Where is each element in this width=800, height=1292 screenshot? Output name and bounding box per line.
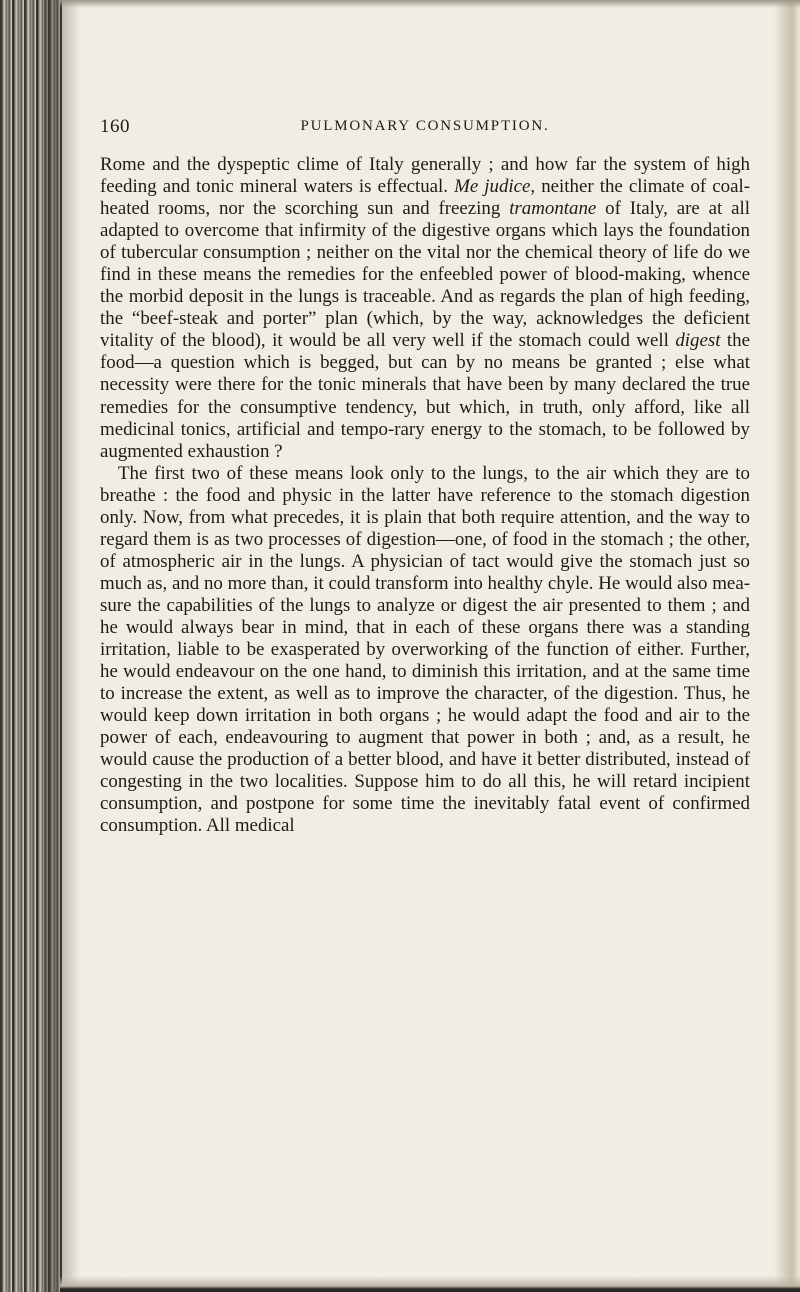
italic-word-digest: digest: [675, 330, 721, 352]
scan-top-edge: [60, 0, 800, 8]
running-head: [100, 112, 750, 146]
text-run: of Italy, are at all adapted to overcome that infirmity of the digestive organs which lays the foundation of tubercular consumption ; neither on the vital nor the chemical theory of life do we find in these means the remedies for the enfeebled power of blood-making, whence the morbid deposit in the lungs is traceable. And as regards the plan of high feeding, the “beef-steak and porter” plan (which, by the way, acknowledges the deficient vitality of the blood), it would be all very well if the stomach could well: [100, 198, 750, 352]
text-run: the food—a question which is begged, but can by no means be granted ; else what necessity were there for the tonic minerals that have been by many declared the true remedies for the consumptive tendency, but which, in truth, only afford, like all medicinal tonics, artificial and tempo-rary energy to the stomach, to be followed by augmented exhaustion ?: [100, 330, 750, 462]
text-run: , neither the climate of coal-heated rooms, nor the scorching sun and freezing: [100, 176, 751, 220]
paragraph-1: [100, 154, 750, 463]
italic-word-tramontane: tramontane: [509, 198, 597, 220]
page-number: 160: [100, 116, 130, 137]
italic-phrase-me-judice: Me judice: [454, 176, 531, 198]
book-page: [100, 112, 750, 837]
scan-binding-shadow: [44, 0, 80, 1292]
scan-bottom-edge: [60, 1276, 800, 1292]
scan-right-edge: [774, 0, 800, 1292]
paragraph-2: The first two of these means look only to the lungs, to the air which they are to breathe : the food and physic in the latter have reference to the stomach digestion only. Now, from what precedes, it is plain that both require attention, and the way to regard them is as two processes of digestion—one, of food in the stomach ; the other, of atmospheric air in the lungs. A physician of tact would give the stomach just so much as, and no more than, it could transform into healthy chyle. He would also mea-sure the capabilities of the lungs to analyze or digest the air presented to them ; and he would always bear in mind, that in each of these organs there was a standing irritation, liable to be exasperated by overworking of the function of either. Further, he would endeavour on the one hand, to diminish this irritation, and at the same time to increase the extent, as well as to improve the character, of the digestion. Thus, he would keep down irritation in both organs ; he would adapt the food and air to the power of each, endeavouring to augment that power in both ; and, as a result, he would cause the production of a better blood, and have it better distributed, instead of congesting in the two localities. Suppose him to do all this, he will retard incipient consumption, and postpone for some time the inevitably fatal event of confirmed consumption. All medical: [100, 462, 750, 837]
running-title: PULMONARY CONSUMPTION.: [300, 118, 550, 134]
text-run: Rome and the dyspeptic clime of Italy generally ; and how far the system of high feeding and tonic mineral waters is effectual.: [100, 154, 750, 198]
body-text: [100, 154, 750, 837]
